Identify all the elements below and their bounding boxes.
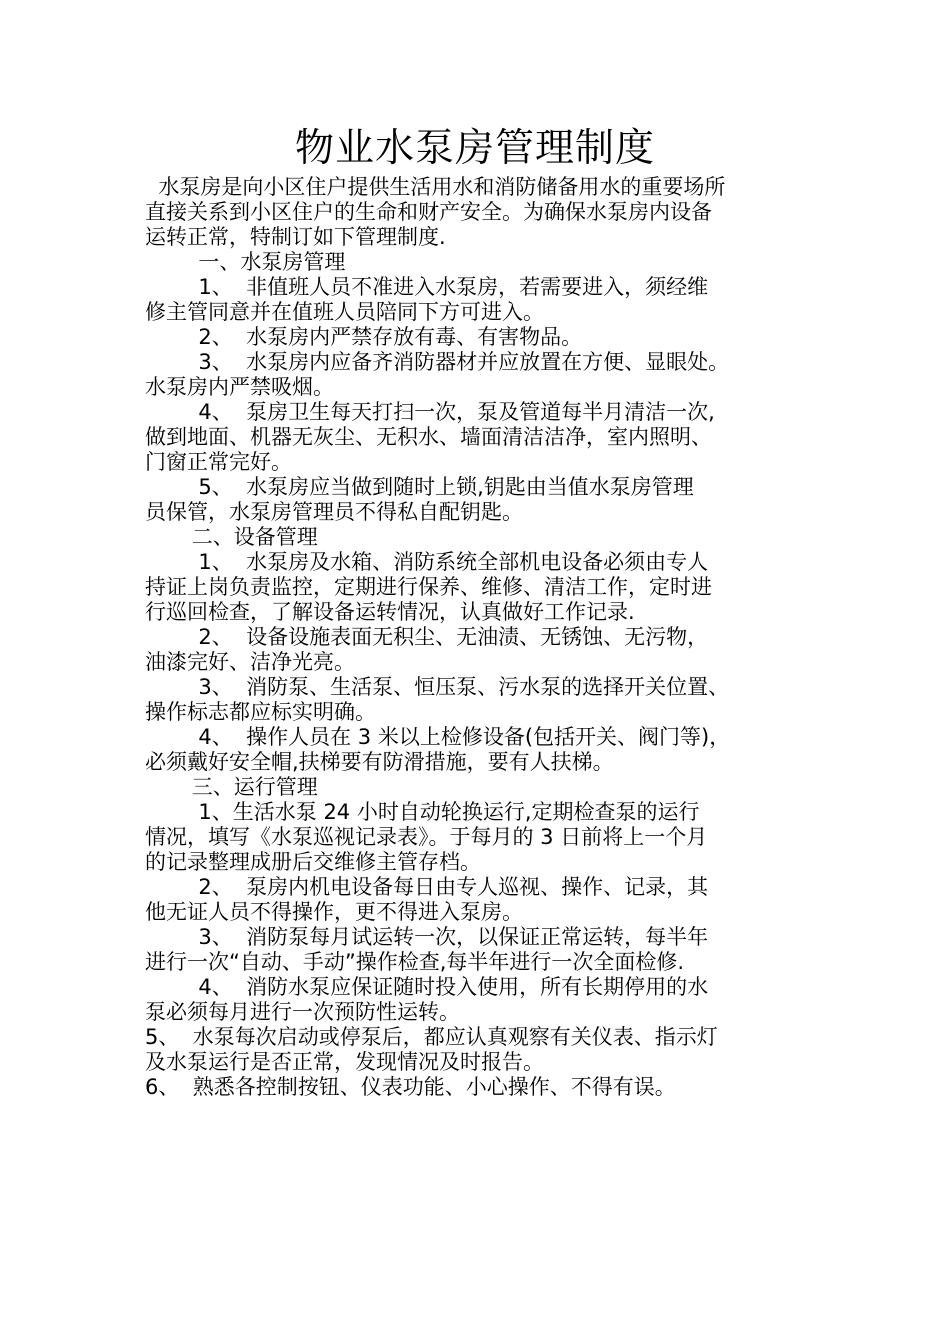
text-line: 4、 操作人员在 3 米以上检修设备(包括开关、阀门等)， (145, 725, 731, 749)
text-line: 4、 泵房卫生每天打扫一次，泵及管道每半月清洁一次, (145, 400, 715, 424)
text-line: 1、 水泵房及水箱、消防系统全部机电设备必须由专人 (145, 550, 709, 574)
text-line: 1、生活水泵 24 小时自动轮换运行,定期检查泵的运行 (145, 800, 700, 824)
text-line: 水泵房是向小区住户提供生活用水和消防储备用水的重要场所 (145, 175, 726, 199)
section-heading: 一、水泵房管理 (145, 250, 346, 274)
text-line: 门窗正常完好。 (145, 450, 292, 474)
section-heading: 三、运行管理 (145, 775, 318, 799)
text-line: 持证上岗负责监控，定期进行保养、维修、清洁工作，定时进 (145, 575, 712, 599)
text-line: 修主管同意并在值班人员陪同下方可进入。 (145, 300, 544, 324)
text-line: 操作标志都应标实明确。 (145, 700, 376, 724)
text-line: 运转正常，特制订如下管理制度. (145, 225, 446, 249)
text-line: 情况，填写《水泵巡视记录表》。于每月的 3 日前将上一个月 (145, 825, 708, 849)
text-line: 1、 非值班人员不准进入水泵房，若需要进入，须经维 (145, 275, 709, 299)
text-line: 做到地面、机器无灰尘、无积水、墙面清洁洁净，室内照明、 (145, 425, 712, 449)
text-line: 进行一次“自动、手动”操作检查,每半年进行一次全面检修. (145, 950, 685, 974)
text-line: 2、 水泵房内严禁存放有毒、有害物品。 (145, 325, 583, 349)
text-line: 他无证人员不得操作，更不得进入泵房。 (145, 900, 523, 924)
text-line: 3、 消防泵每月试运转一次，以保证正常运转，每半年 (145, 925, 709, 949)
text-line: 的记录整理成册后交维修主管存档。 (145, 850, 481, 874)
text-line: 水泵房内严禁吸烟。 (145, 375, 334, 399)
text-line: 3、 水泵房内应备齐消防器材并应放置在方便、显眼处。 (145, 350, 730, 374)
document-title: 物业水泵房管理制度 (294, 126, 655, 171)
section-heading: 二、设备管理 (145, 525, 318, 549)
text-line: 员保管，水泵房管理员不得私自配钥匙。 (145, 500, 523, 524)
text-line: 6、 熟悉各控制按钮、仪表功能、小心操作、不得有误。 (145, 1075, 676, 1099)
text-line: 泵必须每月进行一次预防性运转。 (145, 1000, 460, 1024)
text-line: 2、 泵房内机电设备每日由专人巡视、操作、记录，其 (145, 875, 709, 899)
text-line: 行巡回检查，了解设备运转情况，认真做好工作记录. (145, 600, 635, 624)
text-line: 必须戴好安全帽,扶梯要有防滑措施，要有人扶梯。 (145, 750, 614, 774)
text-line: 直接关系到小区住户的生命和财产安全。为确保水泵房内设备 (145, 200, 712, 224)
text-line: 2、 设备设施表面无积尘、无油渍、无锈蚀、无污物， (145, 625, 709, 649)
text-line: 5、 水泵房应当做到随时上锁,钥匙由当值水泵房管理 (145, 475, 694, 499)
text-line: 3、 消防泵、生活泵、恒压泵、污水泵的选择开关位置、 (145, 675, 730, 699)
text-line: 及水泵运行是否正常，发现情况及时报告。 (145, 1050, 544, 1074)
text-line: 4、 消防水泵应保证随时投入使用，所有长期停用的水 (145, 975, 709, 999)
text-line: 5、 水泵每次启动或停泵后，都应认真观察有关仪表、指示灯 (145, 1025, 718, 1049)
text-line: 油漆完好、洁净光亮。 (145, 650, 355, 674)
